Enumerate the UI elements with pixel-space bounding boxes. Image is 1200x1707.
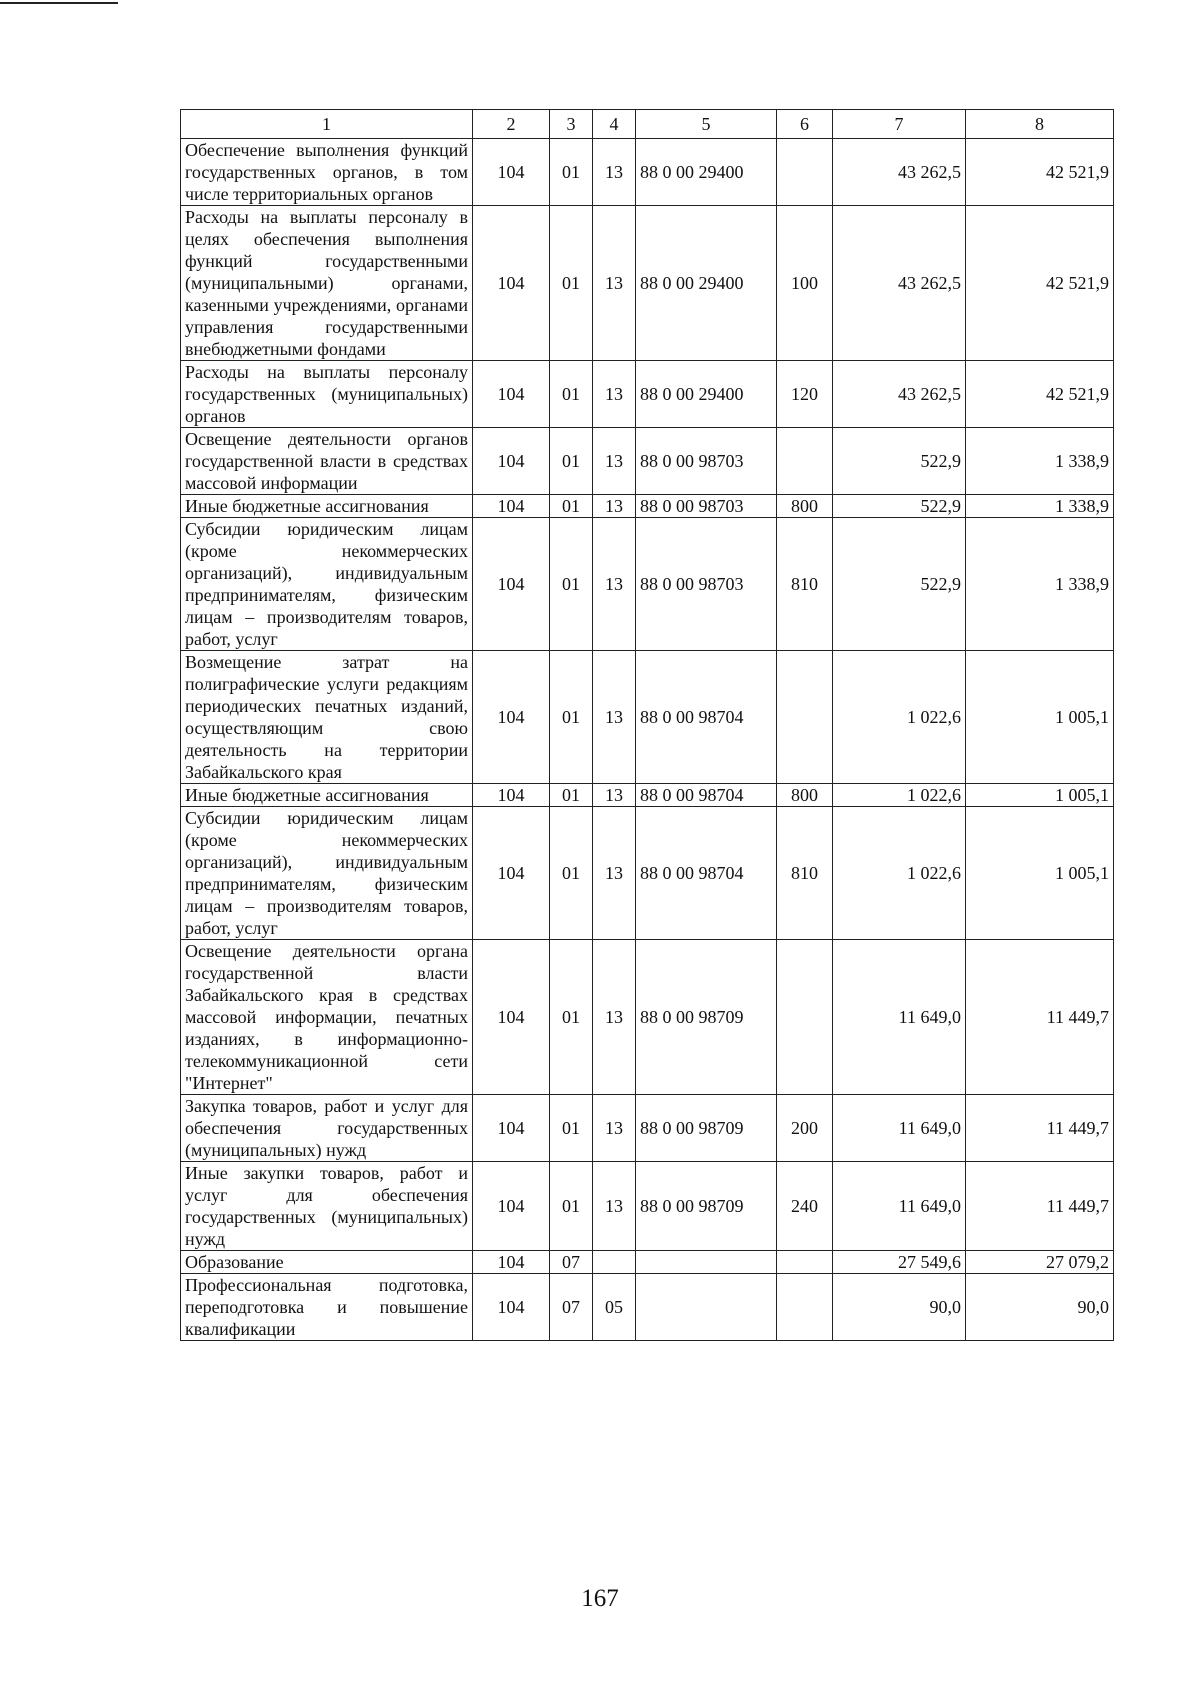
- target-article-cell: 88 0 00 98709: [636, 1162, 777, 1251]
- table-row: [181, 1095, 1114, 1162]
- section-code-cell: 01: [550, 784, 593, 807]
- col-header: 1: [181, 110, 473, 139]
- subsection-code-cell: 13: [593, 206, 636, 361]
- administrator-code-cell: 104: [473, 1251, 550, 1274]
- section-code-cell: 01: [550, 940, 593, 1095]
- table-row: [181, 940, 1114, 1095]
- col-header: 5: [636, 110, 777, 139]
- section-code-cell: 01: [550, 651, 593, 784]
- amount-year1-cell: 11 649,0: [833, 1095, 966, 1162]
- amount-year1-cell: 522,9: [833, 495, 966, 518]
- target-article-cell: 88 0 00 98704: [636, 807, 777, 940]
- target-article-cell: 88 0 00 98709: [636, 1095, 777, 1162]
- target-article-cell: 88 0 00 98704: [636, 784, 777, 807]
- row-name-cell: Иные закупки товаров, работ и услуг для обеспечения государственных (муниципальных) нужд: [181, 1162, 473, 1251]
- header-row: [181, 110, 1114, 139]
- amount-year1-cell: 1 022,6: [833, 807, 966, 940]
- row-name-cell: Субсидии юридическим лицам (кроме некоммерческих организаций), индивидуальным предпринимателям, физическим лицам – производителям товаров, работ, услуг: [181, 807, 473, 940]
- section-code-cell: 01: [550, 206, 593, 361]
- expense-type-cell: 200: [777, 1095, 833, 1162]
- col-header: 3: [550, 110, 593, 139]
- table-row: [181, 784, 1114, 807]
- budget-table: [180, 109, 1114, 1341]
- section-code-cell: 01: [550, 1162, 593, 1251]
- table-body: [181, 139, 1114, 1341]
- amount-year1-cell: 43 262,5: [833, 139, 966, 206]
- amount-year2-cell: 1 338,9: [966, 518, 1114, 651]
- amount-year2-cell: 42 521,9: [966, 206, 1114, 361]
- amount-year2-cell: 27 079,2: [966, 1251, 1114, 1274]
- row-name-cell: Закупка товаров, работ и услуг для обеспечения государственных (муниципальных) нужд: [181, 1095, 473, 1162]
- amount-year1-cell: 27 549,6: [833, 1251, 966, 1274]
- table-row: [181, 428, 1114, 495]
- amount-year1-cell: 1 022,6: [833, 784, 966, 807]
- subsection-code-cell: 13: [593, 495, 636, 518]
- subsection-code-cell: 13: [593, 361, 636, 428]
- amount-year2-cell: 1 005,1: [966, 807, 1114, 940]
- section-code-cell: 01: [550, 139, 593, 206]
- table-row: [181, 1274, 1114, 1341]
- row-name-cell: Субсидии юридическим лицам (кроме некоммерческих организаций), индивидуальным предпринимателям, физическим лицам – производителям товаров, работ, услуг: [181, 518, 473, 651]
- expense-type-cell: 100: [777, 206, 833, 361]
- row-name-cell: Освещение деятельности органа государственной власти Забайкальского края в средствах массовой информации, печатных изданиях, в информационно-телекоммуникационной сети "Интернет": [181, 940, 473, 1095]
- table-row: [181, 807, 1114, 940]
- expense-type-cell: [777, 1251, 833, 1274]
- col-header: 8: [966, 110, 1114, 139]
- row-name-cell: Обеспечение выполнения функций государственных органов, в том числе территориальных органов: [181, 139, 473, 206]
- target-article-cell: 88 0 00 98704: [636, 651, 777, 784]
- subsection-code-cell: 13: [593, 428, 636, 495]
- administrator-code-cell: 104: [473, 495, 550, 518]
- row-name-cell: Иные бюджетные ассигнования: [181, 784, 473, 807]
- target-article-cell: 88 0 00 98703: [636, 495, 777, 518]
- expense-type-cell: 800: [777, 784, 833, 807]
- section-code-cell: 01: [550, 807, 593, 940]
- col-header: 7: [833, 110, 966, 139]
- subsection-code-cell: 05: [593, 1274, 636, 1341]
- corner-rule: [0, 2, 118, 4]
- amount-year1-cell: 43 262,5: [833, 361, 966, 428]
- amount-year1-cell: 522,9: [833, 428, 966, 495]
- section-code-cell: 07: [550, 1251, 593, 1274]
- expense-type-cell: [777, 428, 833, 495]
- expense-type-cell: [777, 139, 833, 206]
- amount-year1-cell: 1 022,6: [833, 651, 966, 784]
- expense-type-cell: 800: [777, 495, 833, 518]
- row-name-cell: Расходы на выплаты персоналу в целях обеспечения выполнения функций государственными (муниципальными) органами, казенными учреждениями, органами управления государственными внебюджетными фондами: [181, 206, 473, 361]
- section-code-cell: 07: [550, 1274, 593, 1341]
- administrator-code-cell: 104: [473, 428, 550, 495]
- amount-year1-cell: 11 649,0: [833, 1162, 966, 1251]
- row-name-cell: Образование: [181, 1251, 473, 1274]
- amount-year1-cell: 522,9: [833, 518, 966, 651]
- target-article-cell: [636, 1274, 777, 1341]
- table-row: [181, 206, 1114, 361]
- subsection-code-cell: 13: [593, 518, 636, 651]
- subsection-code-cell: 13: [593, 940, 636, 1095]
- expense-type-cell: [777, 1274, 833, 1341]
- amount-year2-cell: 1 338,9: [966, 495, 1114, 518]
- col-header: 2: [473, 110, 550, 139]
- administrator-code-cell: 104: [473, 940, 550, 1095]
- target-article-cell: 88 0 00 98709: [636, 940, 777, 1095]
- section-code-cell: 01: [550, 361, 593, 428]
- section-code-cell: 01: [550, 518, 593, 651]
- administrator-code-cell: 104: [473, 807, 550, 940]
- col-header: 6: [777, 110, 833, 139]
- subsection-code-cell: [593, 1251, 636, 1274]
- subsection-code-cell: 13: [593, 807, 636, 940]
- page-number: 167: [581, 1585, 619, 1612]
- target-article-cell: [636, 1251, 777, 1274]
- expense-type-cell: 810: [777, 518, 833, 651]
- row-name-cell: Иные бюджетные ассигнования: [181, 495, 473, 518]
- administrator-code-cell: 104: [473, 206, 550, 361]
- amount-year1-cell: 11 649,0: [833, 940, 966, 1095]
- amount-year1-cell: 90,0: [833, 1274, 966, 1341]
- amount-year2-cell: 11 449,7: [966, 1162, 1114, 1251]
- target-article-cell: 88 0 00 29400: [636, 206, 777, 361]
- subsection-code-cell: 13: [593, 651, 636, 784]
- administrator-code-cell: 104: [473, 518, 550, 651]
- administrator-code-cell: 104: [473, 1162, 550, 1251]
- amount-year2-cell: 1 338,9: [966, 428, 1114, 495]
- administrator-code-cell: 104: [473, 361, 550, 428]
- expense-type-cell: [777, 940, 833, 1095]
- expense-type-cell: 810: [777, 807, 833, 940]
- administrator-code-cell: 104: [473, 784, 550, 807]
- amount-year2-cell: 90,0: [966, 1274, 1114, 1341]
- amount-year2-cell: 1 005,1: [966, 784, 1114, 807]
- expense-type-cell: 240: [777, 1162, 833, 1251]
- administrator-code-cell: 104: [473, 139, 550, 206]
- subsection-code-cell: 13: [593, 1095, 636, 1162]
- table-row: [181, 1251, 1114, 1274]
- section-code-cell: 01: [550, 495, 593, 518]
- row-name-cell: Профессиональная подготовка, переподготовка и повышение квалификации: [181, 1274, 473, 1341]
- amount-year1-cell: 43 262,5: [833, 206, 966, 361]
- amount-year2-cell: 11 449,7: [966, 1095, 1114, 1162]
- subsection-code-cell: 13: [593, 1162, 636, 1251]
- target-article-cell: 88 0 00 98703: [636, 428, 777, 495]
- subsection-code-cell: 13: [593, 139, 636, 206]
- row-name-cell: Освещение деятельности органов государственной власти в средствах массовой информации: [181, 428, 473, 495]
- amount-year2-cell: 1 005,1: [966, 651, 1114, 784]
- administrator-code-cell: 104: [473, 651, 550, 784]
- table-row: [181, 518, 1114, 651]
- expense-type-cell: [777, 651, 833, 784]
- amount-year2-cell: 42 521,9: [966, 139, 1114, 206]
- section-code-cell: 01: [550, 428, 593, 495]
- section-code-cell: 01: [550, 1095, 593, 1162]
- col-header: 4: [593, 110, 636, 139]
- table-row: [181, 139, 1114, 206]
- administrator-code-cell: 104: [473, 1274, 550, 1341]
- amount-year2-cell: 42 521,9: [966, 361, 1114, 428]
- table-row: [181, 651, 1114, 784]
- table-row: [181, 495, 1114, 518]
- target-article-cell: 88 0 00 29400: [636, 139, 777, 206]
- table-row: [181, 1162, 1114, 1251]
- amount-year2-cell: 11 449,7: [966, 940, 1114, 1095]
- administrator-code-cell: 104: [473, 1095, 550, 1162]
- row-name-cell: Расходы на выплаты персоналу государственных (муниципальных) органов: [181, 361, 473, 428]
- target-article-cell: 88 0 00 29400: [636, 361, 777, 428]
- table-row: [181, 361, 1114, 428]
- subsection-code-cell: 13: [593, 784, 636, 807]
- target-article-cell: 88 0 00 98703: [636, 518, 777, 651]
- row-name-cell: Возмещение затрат на полиграфические услуги редакциям периодических печатных изданий, осуществляющим свою деятельность на территории Забайкальского края: [181, 651, 473, 784]
- expense-type-cell: 120: [777, 361, 833, 428]
